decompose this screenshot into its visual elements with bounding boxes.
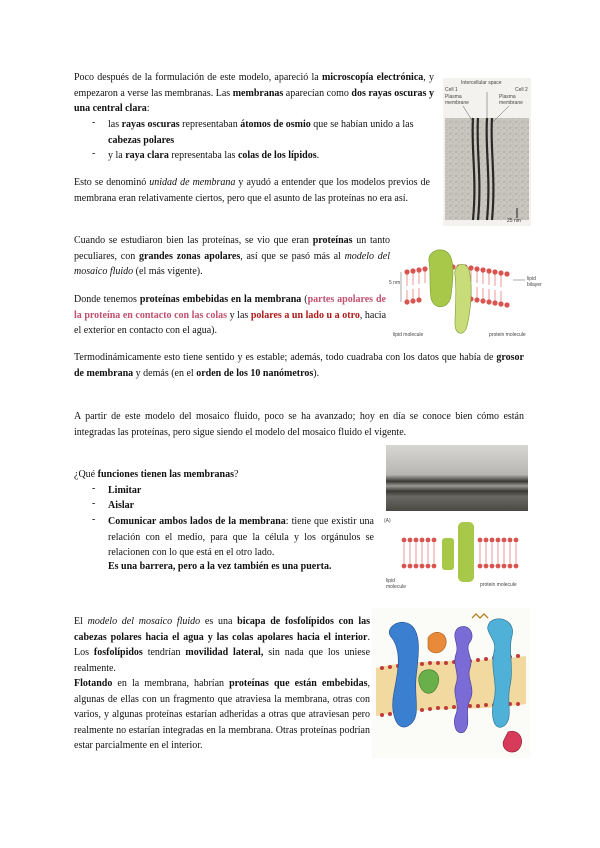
paragraph-thermodynamics: Termodinámicamente esto tiene sentido y es estable; además, todo cuadraba con los datos que había de grosor de membrana y demás (en el orden de los 10 nanómetros). — [74, 352, 524, 379]
protein-orange — [428, 632, 446, 653]
bilayer-diagram-figure — [389, 240, 553, 340]
paragraph-electron-microscopy: Poco después de la formulación de este modelo, apareció la microscopía electrónica, y empezaron a verse las membranas. Las membranas aparecían como dos rayas oscuras y una central clara: — [74, 72, 434, 114]
membrane-micrograph — [386, 445, 528, 511]
protein-blob-right — [455, 264, 471, 333]
paragraph-proteins: Cuando se estudiaron bien las proteínas, se vio que eran proteínas un tanto peculiares, con grandes zonas apolares, así que se pasó más al modelo del mosaico fluido (el más vigente). — [74, 235, 391, 277]
function-communicate: Comunicar ambos lados de la membrana: tiene que existir una relación con el medio, para que la célula y los orgánulos se relacionen con lo que está en el otro lado. — [108, 516, 374, 558]
bullet-light-line: y la raya clara representaba las colas de los lípidos. — [108, 150, 320, 161]
paragraph-unit-membrane: Esto se denominó unidad de membrana y ayudó a entender que los modelos previos de membrana eran relativamente ciertos, pero que el asunto de las proteínas no era así. — [74, 177, 430, 204]
protein-blob-left — [429, 250, 453, 307]
label-lipid-molecule: lipid molecule — [393, 332, 424, 338]
label-plasma-membrane-1: Plasma membrane — [445, 94, 469, 106]
bullet-dash: - — [92, 514, 96, 525]
barrier-statement: Es una barrera, pero a la vez también es una puerta. — [108, 561, 332, 572]
label-5nm: 5 nm — [389, 280, 401, 286]
bullet-dash: - — [92, 148, 96, 159]
bilayer-proteins-figure — [384, 516, 530, 590]
function-isolate: Aislar — [108, 500, 135, 511]
paragraph-floating-proteins: Flotando en la membrana, habrían proteínas que están embebidas, algunas de ellas con un fragmento que atraviesa la membrana, otras con varios, y algunas proteínas estarían adheridas a otras que atraviesan pero realmente no estarían integradas en la membrana. Otras proteínas podrían estar parcialmente en el interior. — [74, 678, 370, 751]
label-plasma-membrane-2: Plasma membrane — [499, 94, 523, 106]
paragraph-fluid-mosaic: El modelo del mosaico fluido es una bicapa de fosfolípidos con las cabezas polares hacia el agua y las colas apolares hacia el interior. Los fosfolípidos tendrían movilidad lateral, sin nada que los uniese realmente. — [74, 616, 371, 674]
paragraph-current-model: A partir de este modelo del mosaico fluido, poco se ha avanzado; hoy en día se conoce bien cómo están integradas las proteínas, pero sigue siendo el modelo del mosaico fluido el vigente. — [74, 411, 524, 438]
label-scale: 25 nm — [507, 218, 521, 224]
protein-block-right — [458, 522, 474, 582]
heading-functions-question: ¿Qué funciones tienen las membranas? — [74, 469, 239, 480]
bullet-dash: - — [92, 498, 96, 509]
lipid-tails — [407, 269, 501, 302]
membrane-illustration — [372, 608, 530, 758]
bullet-dark-lines: las rayas oscuras representaban átomos de osmio que se habían unido a las cabezas polares — [108, 119, 414, 146]
label-lipid-molecule-2: lipid molecule — [386, 578, 407, 590]
label-lipid-bilayer: lipid bilayer — [527, 276, 542, 288]
electron-micrograph-figure — [443, 78, 531, 226]
label-a: (A) — [384, 518, 391, 524]
protein-block-left — [442, 538, 454, 570]
label-intercellular-space: Intercellular space — [461, 80, 502, 86]
label-protein-molecule: protein molecule — [489, 332, 526, 338]
label-cell1: Cell 1 — [445, 87, 458, 93]
label-cell2: Cell 2 — [515, 87, 528, 93]
label-protein-molecule-2: protein molecule — [480, 582, 517, 588]
bilayer-diagram — [393, 240, 553, 340]
function-limit: Limitar — [108, 485, 142, 496]
bullet-dash: - — [92, 117, 96, 128]
membrane-illustration-figure — [372, 608, 530, 758]
bullet-dash: - — [92, 483, 96, 494]
membrane-micrograph-figure — [386, 445, 528, 511]
paragraph-embedded-proteins: Donde tenemos proteínas embebidas en la membrana (partes apolares de la proteína en contacto con las colas y las polares a un lado u a otro, hacia el exterior en contacto con el agua). — [74, 294, 387, 336]
